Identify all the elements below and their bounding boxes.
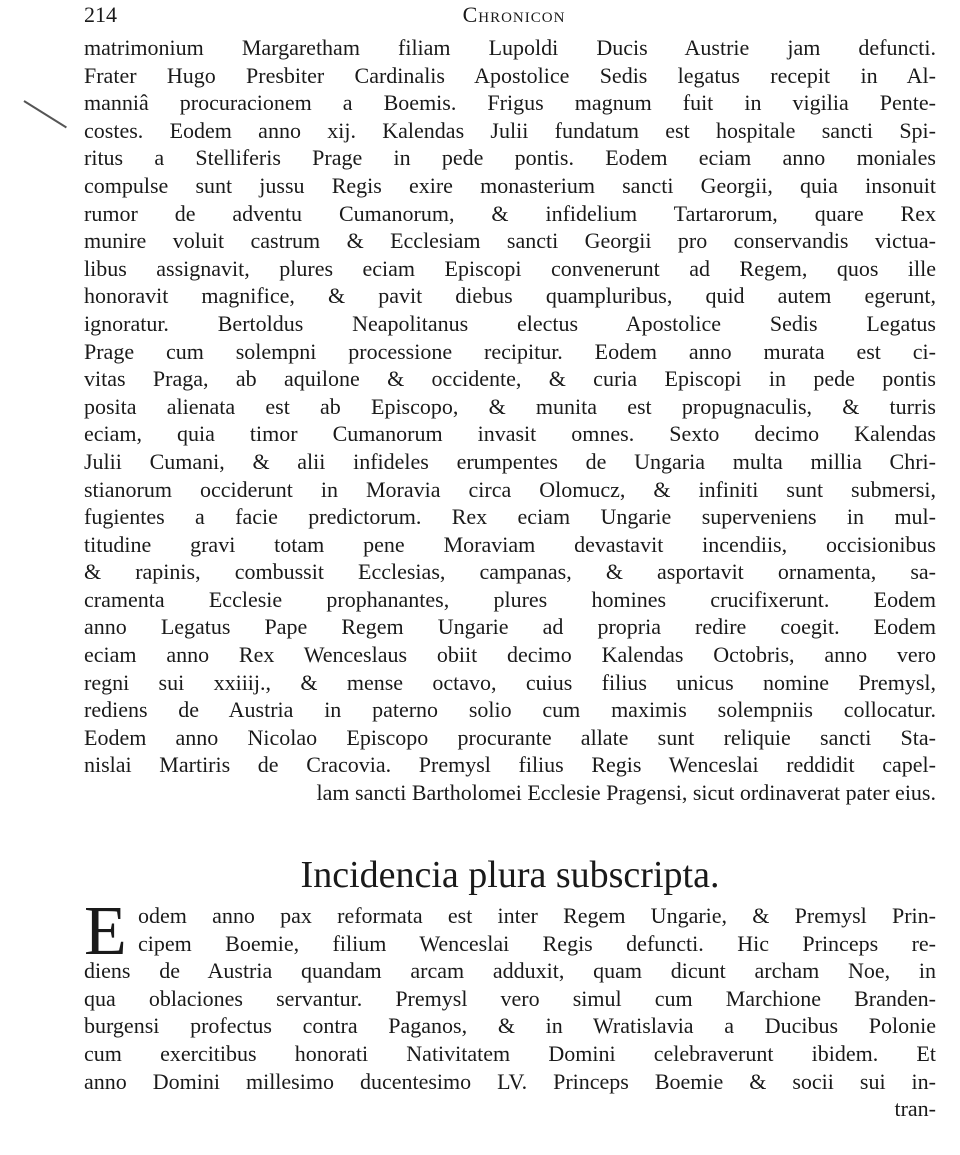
text-line: rumor de adventu Cumanorum, & infidelium Tartarorum, quare Rex <box>84 200 936 226</box>
text-line: diens de Austria quandam arcam adduxit, quam dicunt archam Noe, in <box>84 958 936 984</box>
text-line: ignoratur. Bertoldus Neapolitanus electus Apostolice Sedis Legatus <box>84 310 936 336</box>
text-line: anno Legatus Pape Regem Ungarie ad propria redire coegit. Eodem <box>84 614 936 640</box>
text-line: titudine gravi totam pene Moraviam devastavit incendiis, occisionibus <box>84 531 936 557</box>
page-header <box>84 2 944 32</box>
page-number: 214 <box>84 2 117 27</box>
text-line: odem anno pax reformata est inter Regem Ungarie, & Premysl Prin- <box>138 903 936 928</box>
text-line: Julii Cumani, & alii infideles erumpentes de Ungaria multa millia Chri- <box>84 448 936 474</box>
drop-cap: E <box>84 893 127 970</box>
text-line: eciam anno Rex Wenceslaus obiit decimo Kalendas Octobris, anno vero <box>84 642 936 668</box>
text-line: fugientes a facie predictorum. Rex eciam Ungarie superveniens in mul- <box>84 504 936 530</box>
text-line: ritus a Stelliferis Prage in pede pontis. Eodem eciam anno moniales <box>84 145 936 171</box>
text-line: vitas Praga, ab aquilone & occidente, & curia Episcopi in pede pontis <box>84 366 936 392</box>
text-line: cipem Boemie, filium Wenceslai Regis defuncti. Hic Princeps re- <box>138 930 936 956</box>
text-line: posita alienata est ab Episcopo, & munita est propugnaculis, & turris <box>84 393 936 419</box>
text-line: qua oblaciones servantur. Premysl vero simul cum Marchione Branden- <box>84 985 936 1011</box>
text-line: manniâ procuracionem a Boemis. Frigus magnum fuit in vigilia Pente- <box>84 90 936 116</box>
margin-pen-mark <box>23 100 66 128</box>
text-line: eciam, quia timor Cumanorum invasit omnes. Sexto decimo Kalendas <box>84 421 936 447</box>
text-line: Frater Hugo Presbiter Cardinalis Apostolice Sedis legatus recepit in Al- <box>84 62 936 88</box>
text-line: rediens de Austria in paterno solio cum maximis solempniis collocatur. <box>84 697 936 723</box>
text-line: matrimonium Margaretham filiam Lupoldi Ducis Austrie jam defuncti. <box>84 35 936 60</box>
text-line: compulse sunt jussu Regis exire monasterium sancti Georgii, quia insonuit <box>84 172 936 198</box>
text-line: libus assignavit, plures eciam Episcopi convenerunt ad Regem, quos ille <box>84 255 936 281</box>
text-line: & rapinis, combussit Ecclesias, campanas, & asportavit ornamenta, sa- <box>84 559 936 585</box>
text-line: burgensi profectus contra Paganos, & in Wratislavia a Ducibus Polonie <box>84 1013 936 1039</box>
body-text <box>84 34 936 807</box>
text-line: stianorum occiderunt in Moravia circa Olomucz, & infiniti sunt submersi, <box>84 476 936 502</box>
text-line: honoravit magnifice, & pavit diebus quampluribus, quid autem egerunt, <box>84 283 936 309</box>
section-body <box>84 893 936 1123</box>
text-line: cramenta Ecclesie prophanantes, plures homines crucifixerunt. Eodem <box>84 586 936 612</box>
text-line: regni sui xxiiij., & mense octavo, cuius filius unicus nomine Premysl, <box>84 669 936 695</box>
text-line: nislai Martiris de Cracovia. Premysl filius Regis Wenceslai reddidit capel- <box>84 752 936 778</box>
text-line: anno Domini millesimo ducentesimo LV. Princeps Boemie & socii sui in- <box>84 1068 936 1094</box>
running-head: Chronicon <box>462 2 566 27</box>
text-line: Eodem anno Nicolao Episcopo procurante allate sunt reliquie sancti Sta- <box>84 724 936 750</box>
text-line: cum exercitibus honorati Nativitatem Domini celebraverunt ibidem. Et <box>84 1040 936 1066</box>
section-heading: Incidencia plura subscripta. <box>300 854 720 896</box>
text-line: costes. Eodem anno xij. Kalendas Julii fundatum est hospitale sancti Spi- <box>84 117 936 143</box>
text-line: lam sancti Bartholomei Ecclesie Pragensi, sicut ordinaverat pater eius. <box>316 780 936 806</box>
catchword: tran- <box>894 1096 936 1122</box>
text-line: munire voluit castrum & Ecclesiam sancti Georgii pro conservandis victua- <box>84 228 936 254</box>
text-line: Prage cum solempni processione recipitur. Eodem anno murata est ci- <box>84 338 936 364</box>
